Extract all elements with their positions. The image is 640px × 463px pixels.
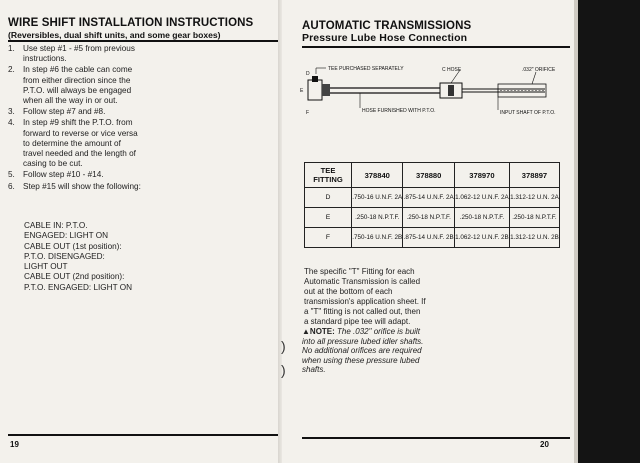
cable-line: ENGAGED: LIGHT ON bbox=[24, 231, 109, 241]
table-cell: .750-16 U.N.F. 2B bbox=[352, 228, 403, 248]
table-cell: .250-18 N.P.T.F. bbox=[509, 208, 559, 228]
left-page-number: 19 bbox=[10, 440, 19, 449]
table-cell: .250-18 N.P.T.F. bbox=[352, 208, 403, 228]
cable-line: P.T.O. ENGAGED: LIGHT ON bbox=[24, 282, 132, 292]
table-row bbox=[305, 188, 560, 208]
note-text: The .032" orifice is built into all pressure lubed idler shafts. No additional orifices are required when using these pressure lubed shafts. bbox=[302, 327, 424, 375]
step-text: Follow step #10 - #14. bbox=[23, 170, 104, 180]
table-cell: 1.062-12 U.N.F. 2A bbox=[454, 188, 509, 208]
step-number: 5. bbox=[8, 170, 15, 180]
tee-label: TEE PURCHASED SEPARATELY bbox=[328, 66, 404, 72]
scan-background-edge bbox=[578, 0, 640, 463]
step-number: 2. bbox=[8, 65, 15, 75]
table-cell: .750-16 U.N.F. 2A bbox=[352, 188, 403, 208]
corner-line-1: TEE bbox=[320, 166, 336, 175]
step-text: Step #15 will show the following: bbox=[23, 181, 141, 191]
cable-status-list bbox=[24, 221, 132, 293]
step-number: 3. bbox=[8, 107, 15, 117]
left-footer-rule bbox=[8, 434, 278, 436]
orifice-note bbox=[302, 327, 432, 375]
table-cell: .250-18 N.P.T.F. bbox=[454, 208, 509, 228]
input-shaft-label: INPUT SHAFT OF P.T.O. bbox=[500, 110, 556, 116]
margin-bracket-mark: ) bbox=[281, 362, 286, 378]
tee-fitting-paragraph: The specific "T" Fitting for each Automatic Transmission is called out at the bottom of each transmission's application sheet. If a "T" fitting is not called out, then a standard pipe tee will adapt. bbox=[304, 267, 426, 326]
table-row bbox=[305, 228, 560, 248]
tee-side-port bbox=[322, 84, 330, 96]
cable-line: CABLE OUT (2nd position): bbox=[24, 272, 125, 282]
column-header: 378880 bbox=[403, 163, 454, 188]
table-row bbox=[305, 208, 560, 228]
tee-fitting-shape bbox=[308, 80, 322, 100]
tee-top-port bbox=[312, 76, 318, 82]
right-page-subtitle: Pressure Lube Hose Connection bbox=[302, 32, 468, 44]
step-number: 4. bbox=[8, 118, 15, 128]
right-title-rule bbox=[302, 46, 570, 48]
table-cell: 1.062-12 U.N.F. 2B bbox=[454, 228, 509, 248]
step-number: 1. bbox=[8, 44, 15, 53]
corner-line-2: FITTING bbox=[313, 175, 343, 184]
column-header: 378897 bbox=[509, 163, 559, 188]
step-item bbox=[8, 65, 143, 106]
f-label: F bbox=[306, 110, 310, 116]
cable-line: CABLE OUT (1st position): bbox=[24, 241, 122, 251]
cable-line: CABLE IN: P.T.O. bbox=[24, 221, 88, 230]
right-page-number: 20 bbox=[540, 440, 549, 449]
right-footer-rule bbox=[302, 437, 570, 439]
step-item bbox=[8, 182, 143, 192]
table-header-row bbox=[305, 163, 560, 188]
d-label: D bbox=[306, 71, 310, 77]
table-cell: .875-14 U.N.F. 2B bbox=[403, 228, 454, 248]
column-header: 378840 bbox=[352, 163, 403, 188]
step-text: In step #6 the cable can come from either direction since the P.T.O. will always be engaged when all the way in or out. bbox=[23, 65, 133, 106]
hose-connection-diagram bbox=[300, 64, 562, 128]
table-cell: .875-14 U.N.F. 2A bbox=[403, 188, 454, 208]
step-item bbox=[8, 107, 143, 117]
tee-fitting-table bbox=[304, 162, 560, 248]
step-text: Follow step #7 and #8. bbox=[23, 107, 106, 117]
cable-line: LIGHT OUT bbox=[24, 262, 68, 272]
step-text: In step #9 shift the P.T.O. from forward to reverse or vice versa to determine the amount of travel needed and the length of casing to be cut. bbox=[23, 118, 138, 169]
instruction-steps bbox=[8, 44, 143, 193]
step-number: 6. bbox=[8, 181, 15, 191]
step-text: Use step #1 - #5 from previous instructions. bbox=[23, 44, 135, 64]
table-cell: 1.312-12 U.N. 2A bbox=[509, 188, 559, 208]
left-page-subtitle: (Reversibles, dual shift units, and some gear boxes) bbox=[8, 30, 221, 40]
left-page-title: WIRE SHIFT INSTALLATION INSTRUCTIONS bbox=[8, 17, 254, 29]
hose-label: HOSE FURNISHED WITH P.T.O. bbox=[362, 108, 436, 114]
note-label: ▲NOTE: bbox=[302, 327, 335, 336]
row-label: D bbox=[305, 188, 352, 208]
table-corner-cell bbox=[305, 163, 352, 188]
c-hose-label: C HOSE bbox=[442, 67, 462, 73]
row-label: E bbox=[305, 208, 352, 228]
step-item bbox=[8, 44, 143, 64]
cable-line: P.T.O. DISENGAGED: bbox=[24, 251, 105, 261]
left-title-rule bbox=[8, 40, 278, 42]
c-hose-nut bbox=[448, 85, 454, 96]
orifice-label: .032" ORIFICE bbox=[522, 67, 556, 73]
left-page bbox=[0, 0, 282, 463]
row-label: F bbox=[305, 228, 352, 248]
step-item bbox=[8, 170, 143, 180]
step-item bbox=[8, 118, 143, 169]
e-label: E bbox=[300, 88, 304, 94]
table-cell: .250-18 N.P.T.F. bbox=[403, 208, 454, 228]
margin-bracket-mark: ) bbox=[281, 338, 286, 354]
right-page-title: AUTOMATIC TRANSMISSIONS bbox=[302, 20, 472, 32]
table-cell: 1.312-12 U.N. 2B bbox=[509, 228, 559, 248]
column-header: 378970 bbox=[454, 163, 509, 188]
